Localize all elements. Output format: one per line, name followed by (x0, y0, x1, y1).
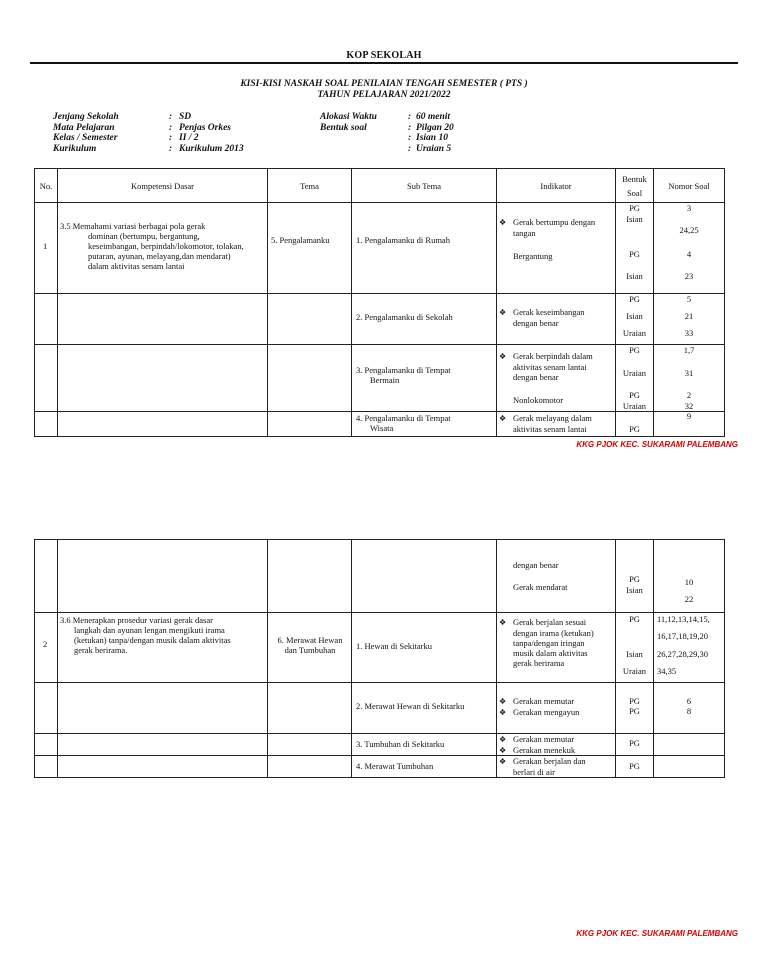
meta-value: Kurikulum 2013 (179, 143, 244, 154)
indikator-line: Gerakan mengayun (513, 707, 580, 717)
table-row (35, 613, 725, 683)
cell-no (35, 345, 58, 412)
cell-bentuk-soal (616, 756, 654, 778)
table-row (35, 540, 725, 613)
bullet-icon: ❖ (499, 746, 507, 755)
nomor-value: 4 (686, 249, 692, 259)
meta-colon: : (169, 133, 173, 143)
header-no: No. (35, 169, 58, 203)
kop-sekolah: KOP SEKOLAH (346, 50, 422, 61)
meta-colon: : (408, 112, 412, 122)
header-divider (30, 62, 738, 64)
bentuk-value: Isian (626, 585, 643, 595)
cell-no (35, 203, 58, 294)
nomor-value: 11,12,13,14,15, (657, 614, 710, 624)
header-bentuk-soal (616, 169, 654, 203)
bentuk-value: Isian (626, 271, 643, 281)
header-bentuk-line: Bentuk (622, 173, 647, 184)
meta-left (53, 112, 244, 154)
cell-sub-tema (352, 613, 497, 683)
kd-line: langkah dan ayunan lengan mengikuti irama (74, 625, 225, 635)
nomor-value: 24,25 (679, 225, 699, 235)
subtema-text: 1. Hewan di Sekitarku (356, 641, 433, 651)
nomor-value: 26,27,28,29,30 (657, 649, 708, 659)
footer-kkg: KKG PJOK KEC. SUKARAMI PALEMBANG (576, 440, 738, 449)
bentuk-value: PG (629, 390, 640, 400)
cell-tema (268, 683, 352, 734)
nomor-value: 33 (684, 328, 694, 338)
cell-bentuk-soal (616, 203, 654, 294)
indikator-line: dengan benar (513, 372, 559, 382)
meta-value: Penjas Orkes (179, 122, 231, 133)
bentuk-value: Uraian (622, 401, 647, 411)
row-number: 2 (43, 639, 48, 649)
bentuk-value: PG (629, 345, 640, 355)
cell-kompetensi-dasar (58, 756, 268, 778)
bentuk-value: Isian (626, 214, 643, 224)
cell-tema (268, 734, 352, 756)
indikator-text (499, 351, 593, 382)
nomor-value: 16,17,18,19,20 (657, 631, 708, 641)
nomor-value: 6 (686, 696, 692, 706)
header-sub-tema: Sub Tema (352, 169, 497, 203)
subtema-text: 3. Tumbuhan di Sekitarku (356, 739, 445, 749)
indikator-text: Bergantung (513, 251, 553, 261)
indikator-line: dengan benar (513, 318, 559, 328)
bentuk-value: PG (629, 203, 640, 213)
cell-nomor-soal (654, 734, 725, 756)
subtema-text: 2. Merawat Hewan di Sekitarku (356, 701, 465, 711)
header-soal-line: Soal (626, 187, 643, 198)
nomor-value: 8 (686, 706, 692, 716)
indikator-text (499, 696, 579, 718)
indikator-line: aktivitas senam lantai (513, 362, 587, 372)
cell-tema (268, 203, 352, 294)
bentuk-value: Isian (626, 649, 643, 659)
cell-indikator (497, 203, 616, 294)
indikator-line: Gerak bertumpu dengan (513, 217, 596, 227)
bentuk-value: PG (629, 614, 640, 624)
table-row (35, 734, 725, 756)
cell-indikator (497, 683, 616, 734)
kd-line: gerak berirama. (74, 645, 128, 655)
header-nomor-soal: Nomor Soal (654, 169, 725, 203)
cell-indikator (497, 345, 616, 412)
meta-colon: : (169, 122, 173, 133)
meta-colon: : (408, 122, 412, 133)
indikator-line: tangan (513, 228, 536, 238)
nomor-value: 32 (684, 401, 694, 411)
meta-colon: : (169, 112, 173, 122)
bentuk-value: PG (629, 574, 640, 584)
meta-label: Bentuk soal (320, 122, 367, 133)
bullet-icon: ❖ (499, 618, 507, 627)
subtema-text: 1. Pengalamanku di Rumah (356, 235, 450, 245)
indikator-text (499, 217, 595, 238)
indikator-line: dengan irama (ketukan) (513, 628, 594, 638)
cell-kompetensi-dasar (58, 683, 268, 734)
cell-nomor-soal (654, 203, 725, 294)
cell-nomor-soal (654, 683, 725, 734)
bentuk-value: PG (629, 761, 640, 771)
bentuk-value: PG (629, 706, 640, 716)
meta-value: 60 menit (416, 112, 451, 122)
cell-kompetensi-dasar (58, 203, 268, 294)
cell-kompetensi-dasar (58, 412, 268, 437)
meta-colon: : (408, 133, 412, 143)
indikator-text (499, 413, 592, 434)
cell-bentuk-soal (616, 412, 654, 437)
cell-tema (268, 613, 352, 683)
subtema-line: 3. Pengalamanku di Tempat (356, 365, 451, 375)
cell-kompetensi-dasar (58, 613, 268, 683)
indikator-line: Gerakan berjalan dan (513, 756, 586, 766)
cell-bentuk-soal (616, 734, 654, 756)
header-kompetensi-dasar: Kompetensi Dasar (58, 169, 268, 203)
indikator-line: Gerakan memutar (513, 734, 575, 744)
nomor-value: 9 (686, 411, 692, 421)
meta-label (320, 133, 408, 144)
nomor-value: 5 (686, 294, 692, 304)
kd-line: 3.6 Menerapkan prosedur variasi gerak dasar (60, 615, 213, 625)
meta-label: Mata Pelajaran (53, 122, 115, 133)
tema-line: dan Tumbuhan (284, 645, 336, 655)
cell-sub-tema (352, 345, 497, 412)
bentuk-value: PG (629, 249, 640, 259)
cell-tema (268, 294, 352, 345)
bullet-icon: ❖ (499, 697, 507, 706)
nomor-value: 22 (684, 594, 694, 604)
header-tema: Tema (268, 169, 352, 203)
cell-no (35, 756, 58, 778)
indikator-line: berlari di air (513, 767, 556, 777)
meta-colon: : (408, 143, 412, 154)
cell-indikator (497, 540, 616, 613)
indikator-text: Nonlokomotor (513, 395, 564, 405)
cell-bentuk-soal (616, 683, 654, 734)
header-indikator: Indikator (497, 169, 616, 203)
bentuk-value: Uraian (622, 328, 647, 338)
bullet-icon: ❖ (499, 352, 507, 361)
meta-colon: : (169, 143, 173, 154)
bentuk-value: PG (629, 424, 640, 434)
nomor-value: 2 (686, 390, 692, 400)
subtema-text: 2. Pengalamanku di Sekolah (356, 312, 453, 322)
cell-indikator (497, 756, 616, 778)
bullet-icon: ❖ (499, 218, 507, 227)
bentuk-value: Uraian (622, 666, 647, 676)
meta-label: Kurikulum (53, 143, 97, 154)
indikator-line: gerak berirama (513, 658, 565, 668)
table-row (35, 412, 725, 437)
indikator-line: Gerakan menekuk (513, 745, 576, 755)
tema-line: 6. Merawat Hewan (277, 635, 343, 645)
cell-no (35, 734, 58, 756)
cell-no (35, 613, 58, 683)
bullet-icon: ❖ (499, 708, 507, 717)
cell-tema (268, 345, 352, 412)
meta-right (320, 112, 454, 154)
cell-bentuk-soal (616, 540, 654, 613)
subtema-line: Bermain (370, 375, 400, 385)
cell-kompetensi-dasar (58, 294, 268, 345)
subtema-line: 4. Pengalamanku di Tempat (356, 413, 451, 423)
indikator-text (499, 617, 594, 668)
kd-line: putaran, ayunan, melayang,dan mendarat) (88, 251, 231, 261)
tema-text: 5. Pengalamanku (271, 235, 330, 245)
bullet-icon: ❖ (499, 414, 507, 423)
nomor-value: 21 (684, 311, 694, 321)
cell-nomor-soal (654, 540, 725, 613)
bentuk-value: PG (629, 294, 640, 304)
row-number: 1 (43, 241, 48, 251)
meta-label: Alokasi Waktu (320, 112, 377, 122)
table-row (35, 756, 725, 778)
bentuk-value: PG (629, 738, 640, 748)
meta-label (320, 144, 408, 155)
indikator-text: dengan benar (513, 560, 559, 570)
indikator-text (499, 307, 585, 328)
indikator-line: Gerakan memutar (513, 696, 575, 706)
meta-label: Kelas / Semester (53, 133, 118, 143)
cell-indikator (497, 294, 616, 345)
cell-nomor-soal (654, 412, 725, 437)
cell-no (35, 294, 58, 345)
kd-text (60, 221, 265, 271)
table-row (35, 683, 725, 734)
subtema-text (356, 365, 451, 385)
nomor-value: 34,35 (657, 666, 677, 676)
indikator-line: Gerak keseimbangan (513, 307, 585, 317)
kisi-kisi-table-2 (34, 539, 725, 778)
nomor-value: 1,7 (683, 345, 695, 355)
cell-kompetensi-dasar (58, 540, 268, 613)
table-row (35, 345, 725, 412)
nomor-value: 3 (686, 203, 692, 213)
indikator-line: tanpa/dengan iringan (513, 638, 585, 648)
cell-sub-tema (352, 756, 497, 778)
cell-kompetensi-dasar (58, 345, 268, 412)
cell-bentuk-soal (616, 294, 654, 345)
subtema-text (356, 413, 451, 433)
cell-sub-tema (352, 540, 497, 613)
indikator-text (499, 756, 586, 777)
document-subtitle: TAHUN PELAJARAN 2021/2022 (317, 90, 451, 100)
cell-no (35, 540, 58, 613)
kd-text (60, 615, 265, 655)
kd-line: keseimbangan, berpindah/lokomotor, tolakan, (88, 241, 244, 251)
kd-line: dalam aktivitas senam lantai (88, 261, 185, 271)
cell-bentuk-soal (616, 345, 654, 412)
bentuk-value: Uraian (622, 368, 647, 378)
indikator-line: Gerak melayang dalam (513, 413, 592, 423)
cell-sub-tema (352, 294, 497, 345)
cell-nomor-soal (654, 345, 725, 412)
kd-line: (ketukan) tanpa/dengan musik dalam aktivitas (74, 635, 231, 645)
meta-value: SD (179, 112, 192, 122)
cell-indikator (497, 613, 616, 683)
cell-nomor-soal (654, 756, 725, 778)
footer-kkg: KKG PJOK KEC. SUKARAMI PALEMBANG (576, 929, 738, 938)
indikator-line: musik dalam aktivitas (513, 648, 588, 658)
cell-no (35, 683, 58, 734)
bentuk-value: PG (629, 696, 640, 706)
cell-indikator (497, 734, 616, 756)
table-row (35, 203, 725, 294)
subtema-text: 4. Merawat Tumbuhan (356, 761, 434, 771)
kd-line: dominan (bertumpu, bergantung, (88, 231, 200, 241)
kisi-kisi-table-1 (34, 168, 725, 437)
bullet-icon: ❖ (499, 735, 507, 744)
meta-value: Isian 10 (416, 133, 448, 143)
table-row (35, 294, 725, 345)
cell-kompetensi-dasar (58, 734, 268, 756)
meta-value: Pilgan 20 (416, 122, 454, 133)
meta-label: Jenjang Sekolah (53, 112, 119, 122)
subtema-line: Wisata (370, 423, 394, 433)
indikator-text: Gerak mendarat (513, 582, 568, 592)
bullet-icon: ❖ (499, 308, 507, 317)
tema-text (270, 635, 350, 655)
cell-nomor-soal (654, 294, 725, 345)
bentuk-value: Isian (626, 311, 643, 321)
indikator-line: Gerak berpindah dalam (513, 351, 593, 361)
nomor-value: 10 (684, 577, 694, 587)
cell-indikator (497, 412, 616, 437)
cell-sub-tema (352, 734, 497, 756)
meta-value: II / 2 (179, 133, 199, 143)
table-header-row (35, 169, 725, 203)
kd-line: 3.5 Memahami variasi berbagai pola gerak (60, 221, 206, 231)
bullet-icon: ❖ (499, 757, 507, 766)
cell-tema (268, 756, 352, 778)
cell-nomor-soal (654, 613, 725, 683)
cell-tema (268, 412, 352, 437)
cell-bentuk-soal (616, 613, 654, 683)
nomor-value: 23 (684, 271, 694, 281)
document-title: KISI-KISI NASKAH SOAL PENILAIAN TENGAH SEMESTER ( PTS ) (240, 79, 528, 89)
cell-no (35, 412, 58, 437)
indikator-line: aktivitas senam lantai (513, 424, 587, 434)
cell-sub-tema (352, 203, 497, 294)
cell-sub-tema (352, 683, 497, 734)
cell-sub-tema (352, 412, 497, 437)
indikator-line: Gerak berjalan sesuai (513, 617, 587, 627)
cell-tema (268, 540, 352, 613)
indikator-text (499, 734, 575, 756)
meta-value: Uraian 5 (416, 143, 452, 154)
nomor-value: 31 (684, 368, 694, 378)
